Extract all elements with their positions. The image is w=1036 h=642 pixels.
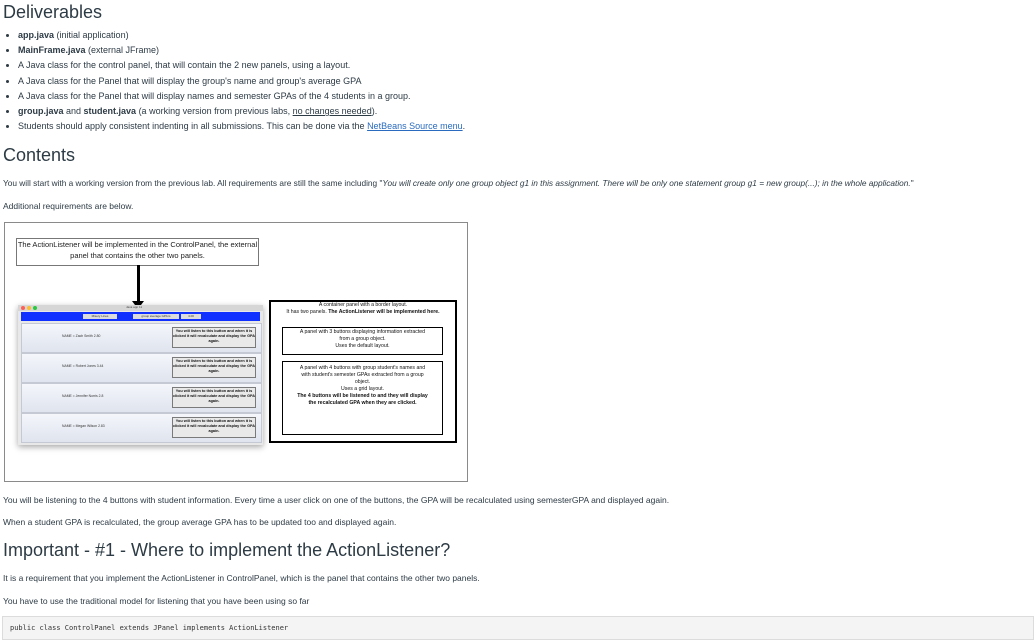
container-panel-text: A container panel with a border layout. It has two panels. The ActionListener will be implemented here. [286, 302, 440, 315]
group-panel-box: A panel with 3 buttons displaying information extracted from a group object. Uses the default layout. [282, 327, 443, 355]
list-item: • A Java class for the Panel that will display names and semester GPAs of the 4 students in a group. [18, 89, 465, 104]
student-button: You will listen to this button and when it is clicked it will recalculate and display the GPA again. [172, 417, 256, 438]
gpa-value-button: 4.00 [181, 314, 201, 319]
window-title-bar [18, 305, 263, 311]
callout-box: The ActionListener will be implemented in the ControlPanel, the external panel that contains the other two panels. [16, 238, 259, 266]
student-button: You will listen to this button and when it is clicked it will recalculate and display the GPA again. [172, 387, 256, 408]
list-item: • MainFrame.java (external JFrame) [18, 43, 465, 58]
student-row: NAME = Zach Smith 2.80 You will listen to this button and when it is clicked it will recalculate and display the GPA again. [21, 323, 262, 353]
student-row: NAME = Robert Jones 3.44 You will listen to this button and when it is clicked it will recalculate and display the GPA again. [21, 353, 262, 383]
requirement-paragraph: It is a requirement that you implement the ActionListener in ControlPanel, which is the panel that contains the other two panels. [3, 573, 480, 583]
contents-heading: Contents [3, 145, 76, 165]
maximize-dot-icon [33, 306, 37, 310]
listening-paragraph: You will be listening to the 4 buttons with student information. Every time a user click on one of the buttons, the GPA will be recalculated using semesterGPA and displayed again. [3, 495, 670, 505]
additional-requirements-text: Additional requirements are below. [3, 201, 134, 211]
important-heading: Important - #1 - Where to implement the ActionListener? [3, 540, 451, 560]
arrow-line [137, 265, 140, 303]
student-button: You will listen to this button and when it is clicked it will recalculate and display the GPA again. [172, 327, 256, 348]
student-row: NAME = Jennifer Norris 2.8 You will listen to this button and when it is clicked it will recalculate and display the GPA again. [21, 383, 262, 413]
netbeans-source-menu-link[interactable]: NetBeans Source menu [367, 121, 463, 132]
deliverables-heading: Deliverables [3, 2, 103, 22]
container-panel-box [269, 300, 457, 443]
group-average-button: group average GPA is [133, 314, 179, 319]
traditional-model-paragraph: You have to use the traditional model for listening that you have been using so far [3, 596, 310, 606]
group-name-button: Misery Lines [83, 314, 117, 319]
window-title: Java app 11 [126, 305, 143, 309]
students-panel-box: A panel with 4 buttons with group student's names and with student's semester GPAs extracted from a group object. Uses a grid layout. The 4 buttons will be listened to and they will display the recalculated GPA when they are clicked. [282, 361, 443, 435]
student-row: NAME = Megan Wilson 2.83 You will listen to this button and when it is clicked it will recalculate and display the GPA again. [21, 413, 262, 443]
app-window-screenshot [18, 305, 263, 445]
recalc-paragraph: When a student GPA is recalculated, the group average GPA has to be updated too and displayed again. [3, 517, 397, 527]
list-item: • app.java (initial application) [18, 28, 465, 43]
list-item: • group.java and student.java (a working version from previous labs, no changes needed). [18, 104, 465, 119]
group-info-panel [21, 312, 260, 321]
code-block: public class ControlPanel extends JPanel implements ActionListener [2, 616, 1034, 640]
deliverables-list [5, 28, 465, 134]
contents-paragraph: You will start with a working version from the previous lab. All requirements are still the same including "You will create only one group object g1 in this assignment. There will be only one statement group g1 = new group(...); in the whole application." [3, 178, 914, 188]
student-button: You will listen to this button and when it is clicked it will recalculate and display the GPA again. [172, 357, 256, 378]
list-item: • A Java class for the Panel that will display the group's name and group's average GPA [18, 74, 465, 89]
close-dot-icon [21, 306, 25, 310]
minimize-dot-icon [27, 306, 31, 310]
list-item: • Students should apply consistent indenting in all submissions. This can be done via the NetBeans Source menu. [18, 119, 465, 134]
list-item: • A Java class for the control panel, that will contain the 2 new panels, using a layout. [18, 58, 465, 73]
diagram-figure [4, 222, 468, 482]
